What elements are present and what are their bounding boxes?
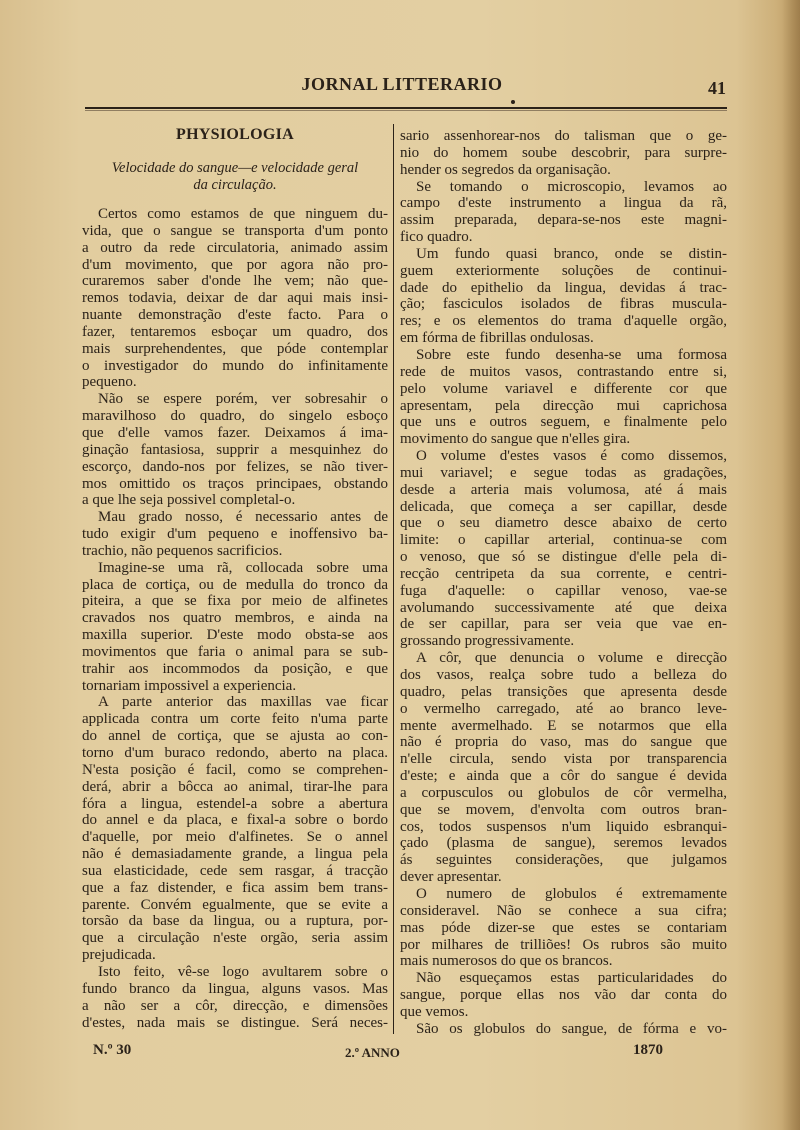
text-line: sangue, porque ellas nos vão dar conta do bbox=[400, 987, 727, 1004]
text-line: fundo branco da lingua, alguns vasos. Mas bbox=[82, 980, 388, 997]
text-line: apresentam, pela direcção mui caprichosa bbox=[400, 397, 727, 414]
text-line: o vermelho carregado, até ao branco leve- bbox=[400, 700, 727, 717]
text-line: fico quadro. bbox=[400, 229, 473, 246]
text-line: mas póde dizer-se que estes se contariam bbox=[400, 919, 727, 936]
text-line: A côr, que denuncia o volume e direcção bbox=[416, 650, 727, 667]
header-rule-thin bbox=[85, 110, 727, 111]
issue-number: N.º 30 bbox=[93, 1042, 132, 1058]
text-line: de ser capillar, para ser veia que vae en- bbox=[400, 616, 727, 633]
text-line: que o seu diametro desce abaixo de certo bbox=[400, 515, 727, 532]
text-line: maxilla superior. D'este modo obsta-se aos bbox=[82, 627, 388, 644]
text-line: dade do epithelio da lingua, devidas á trac- bbox=[400, 279, 727, 296]
text-line: Não se espere porém, ver sobresahir o bbox=[98, 391, 388, 408]
text-line: não é demasiadamente grande, a lingua pela bbox=[82, 846, 388, 863]
paragraph bbox=[82, 694, 388, 964]
text-line: pelo volume variavel e differente cor que bbox=[400, 380, 727, 397]
text-line: trahir aos incommodos da posição, e que bbox=[82, 660, 388, 677]
text-line: não é propria do vaso, mas do sangue que bbox=[400, 734, 727, 751]
text-line: A parte anterior das maxillas vae ficar bbox=[98, 694, 388, 711]
text-line: que se movem, d'envolta com outros bran- bbox=[400, 801, 727, 818]
text-line: placa de cortiça, ou de medulla do tronco da bbox=[82, 576, 388, 593]
text-line: cravados nos quatro membros, e ainda na bbox=[82, 610, 388, 627]
header-rule bbox=[85, 107, 727, 109]
text-line: nio do homem soube descobrir, para surpre- bbox=[400, 144, 727, 161]
volume-year: 2.º ANNO bbox=[345, 1045, 400, 1060]
text-line: N'esta posição é facil, como se comprehen- bbox=[82, 761, 388, 778]
text-line: desde a arteria mais volumosa, até á mais bbox=[400, 481, 727, 498]
text-line: delicada, que começa a ser capillar, desde bbox=[400, 498, 727, 515]
text-line: que d'elle vamos fazer. Deixamos á ima- bbox=[82, 424, 388, 441]
right-column bbox=[400, 128, 727, 1038]
text-line: derá, abrir a bôcca ao animal, tirar-lhe para bbox=[82, 778, 388, 795]
text-line: que a faz distender, e fica assim bem trans- bbox=[82, 879, 388, 896]
text-line: a corpusculos ou globulos de côr vermelha, bbox=[400, 784, 727, 801]
text-line: que uns e outros seguem, e finalmente pelo bbox=[400, 414, 727, 431]
text-line: dos vasos, realça sobre tudo a belleza do bbox=[400, 667, 727, 683]
text-line: d'um movimento, que por agora não pro- bbox=[82, 256, 388, 273]
text-line: do annel e da placa, e fixal-a sobre o bordo bbox=[82, 812, 388, 829]
text-line: çado (plasma de sangue), seremos levados bbox=[400, 835, 727, 852]
paragraph bbox=[82, 560, 388, 695]
text-line: dever apresentar. bbox=[400, 869, 502, 886]
text-line: tornariam impossivel a experiencia. bbox=[82, 677, 297, 694]
text-line: mui variavel; e segue todas as gradações, bbox=[400, 464, 727, 481]
text-line: n'elle circula, sendo vista por transparencia bbox=[400, 751, 727, 768]
text-line: avolumando successivamente até que deixa bbox=[400, 599, 727, 616]
text-line: applicada contra um corte feito n'uma parte bbox=[82, 711, 388, 728]
paragraph bbox=[400, 128, 727, 179]
text-line: sario assenhorear-nos do talisman que o ge- bbox=[400, 128, 727, 144]
text-line: tudo exigir d'um pequeno e inoffensivo ba- bbox=[82, 526, 388, 543]
text-line: fuga d'aquelle: o capillar venoso, vae-se bbox=[400, 582, 727, 599]
text-line: Não esqueçamos estas particularidades do bbox=[416, 970, 727, 987]
text-line: São os globulos do sangue, de fórma e vo- bbox=[416, 1020, 727, 1037]
text-line: consideravel. Não se conhece a sua cifra; bbox=[400, 902, 727, 919]
text-line: O volume d'estes vasos é como dissemos, bbox=[416, 448, 727, 465]
paragraph bbox=[82, 206, 388, 391]
running-title: JORNAL LITTERARIO bbox=[301, 74, 503, 94]
text-line: mente avermelhado. E se notarmos que ella bbox=[400, 717, 727, 734]
text-line: o venoso, que só se distingue d'elle pela di- bbox=[400, 549, 727, 566]
ink-dot bbox=[511, 100, 515, 104]
text-line: o investigador do mundo do infinitamente bbox=[82, 357, 388, 374]
article-subtitle-line: da circulação. bbox=[193, 177, 277, 193]
text-line: trachio, não pequenos sacrificios. bbox=[82, 542, 283, 559]
text-line: limite: o capillar arterial, continua-se com bbox=[400, 532, 727, 549]
text-line: remos todavia, deixar de dar aqui mais insi- bbox=[82, 290, 388, 307]
text-line: Se tomando o microscopio, levamos ao bbox=[416, 178, 727, 195]
paragraph bbox=[82, 964, 388, 1031]
text-line: assim preparada, depara-se-nos este magni- bbox=[400, 212, 727, 229]
left-column bbox=[82, 206, 388, 1031]
text-line: torsão da base da lingua, ou a ruptura, por- bbox=[82, 913, 388, 930]
text-line: prejudicada. bbox=[82, 947, 156, 964]
text-line: d'aquelle, por meio d'alfinetes. Se o annel bbox=[82, 829, 388, 846]
text-line: Um fundo quasi branco, onde se distin- bbox=[416, 245, 727, 262]
text-line: Isto feito, vê-se logo avultarem sobre o bbox=[98, 963, 388, 980]
text-line: movimento do sangue que n'elles gira. bbox=[400, 431, 631, 448]
text-line: ção; fasciculos isolados de fibras muscula- bbox=[400, 296, 727, 313]
text-line: Sobre este fundo desenha-se uma formosa bbox=[416, 346, 727, 363]
text-line: em fórma de fibrillas ondulosas. bbox=[400, 330, 594, 347]
publication-year: 1870 bbox=[633, 1042, 663, 1058]
page-edge-shadow bbox=[782, 0, 800, 1130]
text-line: campo d'este instrumento a lingua da rã, bbox=[400, 195, 727, 212]
text-line: nuante demonstração d'este facto. Para o bbox=[82, 307, 388, 324]
text-line: a não ser a côr, direcção, e dimensões bbox=[82, 997, 388, 1014]
text-line: mais surprehendentes, que póde contemplar bbox=[82, 340, 388, 357]
text-line: que a circulação n'este orgão, seria assim bbox=[82, 930, 388, 947]
text-line: cos, todos suspensos n'um liquido esbranqui- bbox=[400, 818, 727, 835]
text-line: movimentos que faria o animal para se sub- bbox=[82, 643, 388, 660]
page-number: 41 bbox=[708, 78, 726, 98]
text-line: maravilhoso do quadro, do singelo esboço bbox=[82, 408, 388, 425]
text-line: res; e os elementos do trama d'aquelle orgão, bbox=[400, 313, 727, 330]
text-line: sua elasticidade, cede sem rasgar, á tracção bbox=[82, 862, 388, 879]
text-line: d'estes, nada mais se distingue. Será neces- bbox=[82, 1014, 388, 1031]
text-line: grossando progressivamente. bbox=[400, 633, 575, 650]
text-line: Mau grado nosso, é necessario antes de bbox=[98, 509, 388, 526]
text-line: fazer, tentaremos esboçar um quadro, dos bbox=[82, 323, 388, 340]
text-line: que vemos. bbox=[400, 1003, 469, 1020]
text-line: quadro, pelas transições que apresenta desde bbox=[400, 683, 727, 700]
paragraph bbox=[400, 650, 727, 886]
text-line: hender os segredos da organisação. bbox=[400, 161, 611, 178]
paragraph bbox=[400, 179, 727, 246]
paragraph bbox=[400, 246, 727, 347]
text-line: recção centripeta da sua corrente, e centri- bbox=[400, 565, 727, 582]
text-line: escorço, dando-nos por felizes, se não tiver- bbox=[82, 458, 388, 475]
paragraph bbox=[400, 1021, 727, 1038]
text-line: vida, que o sangue se transporta d'um ponto bbox=[82, 222, 388, 239]
text-line: d'este; e ainda que a côr do sangue é devida bbox=[400, 768, 727, 785]
section-title: PHYSIOLOGIA bbox=[176, 126, 294, 143]
paragraph bbox=[82, 509, 388, 560]
article-subtitle-line: Velocidade do sangue—e velocidade geral bbox=[111, 160, 359, 176]
paragraph bbox=[82, 391, 388, 509]
text-line: pequeno. bbox=[82, 374, 137, 391]
text-line: Imagine-se uma rã, collocada sobre uma bbox=[98, 559, 388, 576]
paragraph bbox=[400, 970, 727, 1021]
text-line: a outro da rede circulatoria, animado assim bbox=[82, 239, 388, 256]
paragraph bbox=[400, 448, 727, 650]
text-line: mos omittido os traços principaes, obstando bbox=[82, 475, 388, 492]
text-line: ginação fantasiosa, supprir a mesquinhez do bbox=[82, 441, 388, 458]
text-line: guem exteriormente soluções de continui- bbox=[400, 262, 727, 279]
text-line: Certos como estamos de que ninguem du- bbox=[98, 206, 388, 222]
text-line: O numero de globulos é extremamente bbox=[416, 885, 727, 902]
column-divider bbox=[393, 124, 394, 1034]
text-line: piteira, a que se fixa por meio de alfinetes bbox=[82, 593, 388, 610]
text-line: parente. Convém egualmente, que se evite a bbox=[82, 896, 388, 913]
text-line: rede de muitos vasos, contrastando entre si, bbox=[400, 363, 727, 380]
text-line: ás seguintes considerações, que julgamos bbox=[400, 852, 727, 869]
text-line: fóra a lingua, estendel-a sobre a abertura bbox=[82, 795, 388, 812]
text-line: do annel de cortiça, que se ajusta ao con- bbox=[82, 728, 388, 745]
text-line: a que lhe seja possivel completal-o. bbox=[82, 492, 296, 509]
text-line: curaremos saber d'onde lhe vem; não que- bbox=[82, 273, 388, 290]
text-line: mais numerosos do que os brancos. bbox=[400, 953, 613, 970]
text-line: por milhares de trilliões! Os rubros são muito bbox=[400, 936, 727, 953]
paragraph bbox=[400, 886, 727, 970]
text-line: torno d'um buraco redondo, aberto na placa. bbox=[82, 745, 388, 761]
paragraph bbox=[400, 347, 727, 448]
